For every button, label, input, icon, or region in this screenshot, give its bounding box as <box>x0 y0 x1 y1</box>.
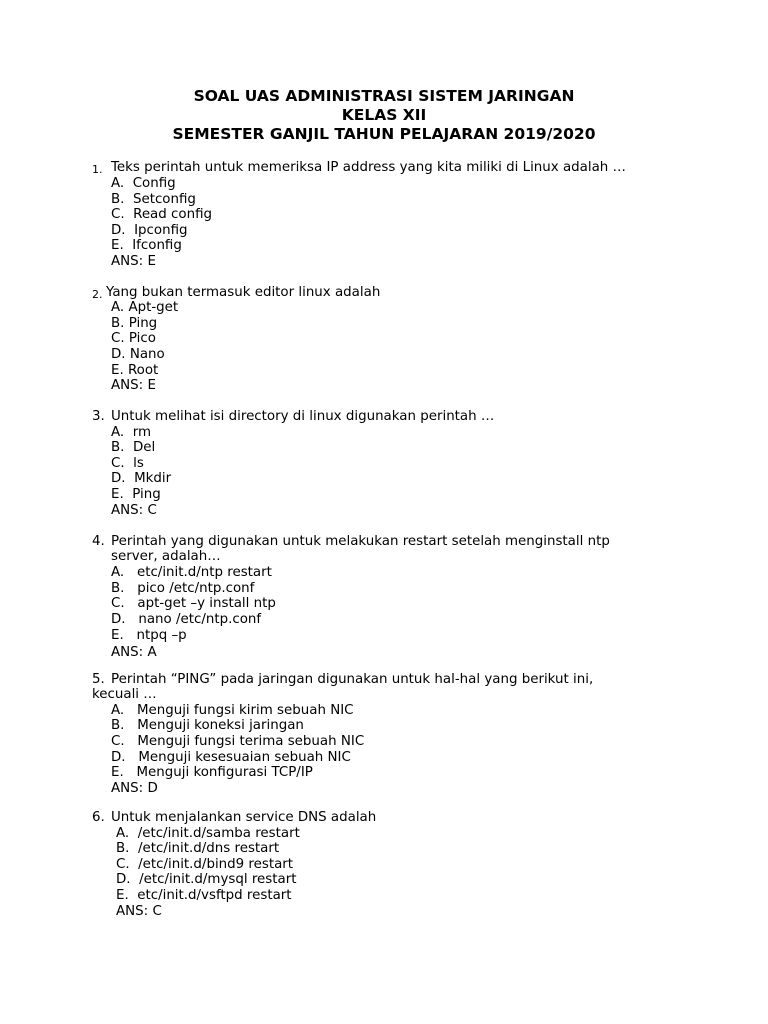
question-text: Yang bukan termasuk editor linux adalah <box>106 285 381 300</box>
answer: ANS: E <box>111 378 156 393</box>
option-d: D. Menguji kesesuaian sebuah NIC <box>111 750 351 765</box>
answer: ANS: C <box>116 904 162 919</box>
option-e: E. Ping <box>111 487 161 502</box>
option-b: B. Setconfig <box>111 192 196 207</box>
option-c: C. ls <box>111 456 144 471</box>
option-d: D. Mkdir <box>111 471 172 486</box>
option-e: E. etc/init.d/vsftpd restart <box>116 888 292 903</box>
option-c: C. Pico <box>111 331 156 346</box>
option-a: A. /etc/init.d/samba restart <box>116 826 300 841</box>
option-d: D. Ipconfig <box>111 223 188 238</box>
question-number: 6. <box>92 810 105 825</box>
question-text: Teks perintah untuk memeriksa IP address yang kita miliki di Linux adalah … <box>111 160 626 175</box>
question-number: 3. <box>92 409 105 424</box>
option-c: C. Read config <box>111 207 212 222</box>
option-b: B. Del <box>111 440 156 455</box>
answer: ANS: E <box>111 254 156 269</box>
option-e: E. Root <box>111 363 159 378</box>
option-e: E. Ifconfig <box>111 238 182 253</box>
option-e: E. Menguji konfigurasi TCP/IP <box>111 765 313 780</box>
option-e: E. ntpq –p <box>111 628 187 643</box>
option-c: C. apt-get –y install ntp <box>111 596 276 611</box>
question-text: Untuk menjalankan service DNS adalah <box>111 810 377 825</box>
exam-title: SOAL UAS ADMINISTRASI SISTEM JARINGAN <box>193 87 575 105</box>
option-a: A. Menguji fungsi kirim sebuah NIC <box>111 703 354 718</box>
question-text: Untuk melihat isi directory di linux digunakan perintah … <box>111 409 495 424</box>
option-d: D. nano /etc/ntp.conf <box>111 612 262 627</box>
option-b: B. pico /etc/ntp.conf <box>111 581 255 596</box>
answer: ANS: C <box>111 503 157 518</box>
question-text-continued: server, adalah… <box>111 549 221 564</box>
option-a: A. Config <box>111 176 176 191</box>
option-b: B. Menguji koneksi jaringan <box>111 718 304 733</box>
option-b: B. /etc/init.d/dns restart <box>116 841 280 856</box>
semester-label: SEMESTER GANJIL TAHUN PELAJARAN 2019/2020 <box>172 125 596 143</box>
class-label: KELAS XII <box>341 106 427 124</box>
question-number: 1. <box>92 163 103 176</box>
question-number: 2. <box>92 288 103 301</box>
option-d: D. Nano <box>111 347 165 362</box>
question-text: Perintah “PING” pada jaringan digunakan untuk hal-hal yang berikut ini, <box>111 672 594 687</box>
option-a: A. etc/init.d/ntp restart <box>111 565 272 580</box>
option-c: C. /etc/init.d/bind9 restart <box>116 857 294 872</box>
option-b: B. Ping <box>111 316 158 331</box>
question-text-continued: kecuali … <box>92 687 157 702</box>
option-c: C. Menguji fungsi terima sebuah NIC <box>111 734 365 749</box>
answer: ANS: A <box>111 645 157 660</box>
option-d: D. /etc/init.d/mysql restart <box>116 872 297 887</box>
answer: ANS: D <box>111 781 158 796</box>
question-number: 4. <box>92 534 105 549</box>
option-a: A. rm <box>111 425 152 440</box>
question-number: 5. <box>92 672 105 687</box>
question-text: Perintah yang digunakan untuk melakukan restart setelah menginstall ntp <box>111 534 610 549</box>
option-a: A. Apt-get <box>111 300 179 315</box>
